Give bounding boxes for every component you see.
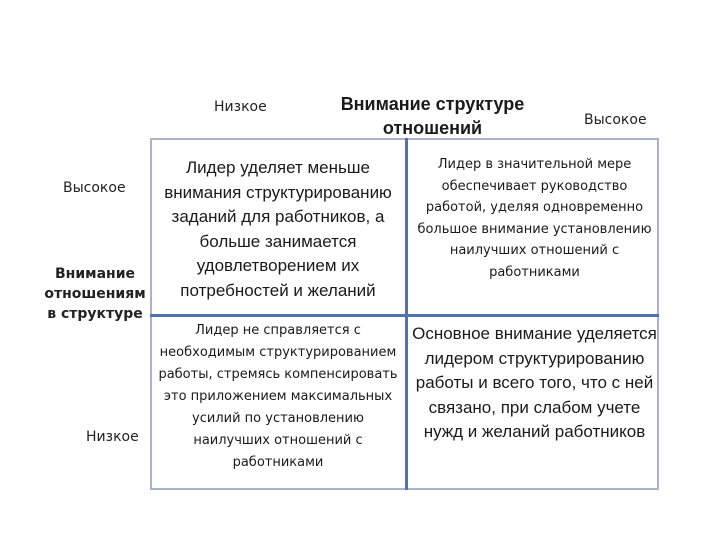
- cell-top-left: Лидер уделяет меньше внимания структурированию заданий для работников, а больше занимается удовлетворением их потребностей и желаний: [164, 158, 392, 300]
- cell-bottom-right: Основное внимание уделяется лидером структурированию работы и всего того, что с ней связано, при слабом учете нужд и желаний работников: [412, 324, 657, 441]
- top-high-label: Высокое: [584, 112, 647, 128]
- side-low-label: Низкое: [86, 429, 139, 445]
- cell-top-right: Лидер в значительной мере обеспечивает руководство работой, уделяя одновременно большое внимание установлению наилучших отношений с работниками: [417, 157, 652, 280]
- cell-bottom-left: Лидер не справляется с необходимым структурированием работы, стремясь компенсировать это приложением максимальных усилий по установлению наилучших отношений с работниками: [158, 323, 398, 470]
- matrix-horizontal-divider: [150, 314, 659, 317]
- top-axis-title: Внимание структуре отношений: [340, 94, 525, 138]
- top-low-label: Низкое: [214, 99, 267, 115]
- side-axis-title: Внимание отношениям в структуре: [44, 266, 146, 322]
- side-high-label: Высокое: [63, 180, 126, 196]
